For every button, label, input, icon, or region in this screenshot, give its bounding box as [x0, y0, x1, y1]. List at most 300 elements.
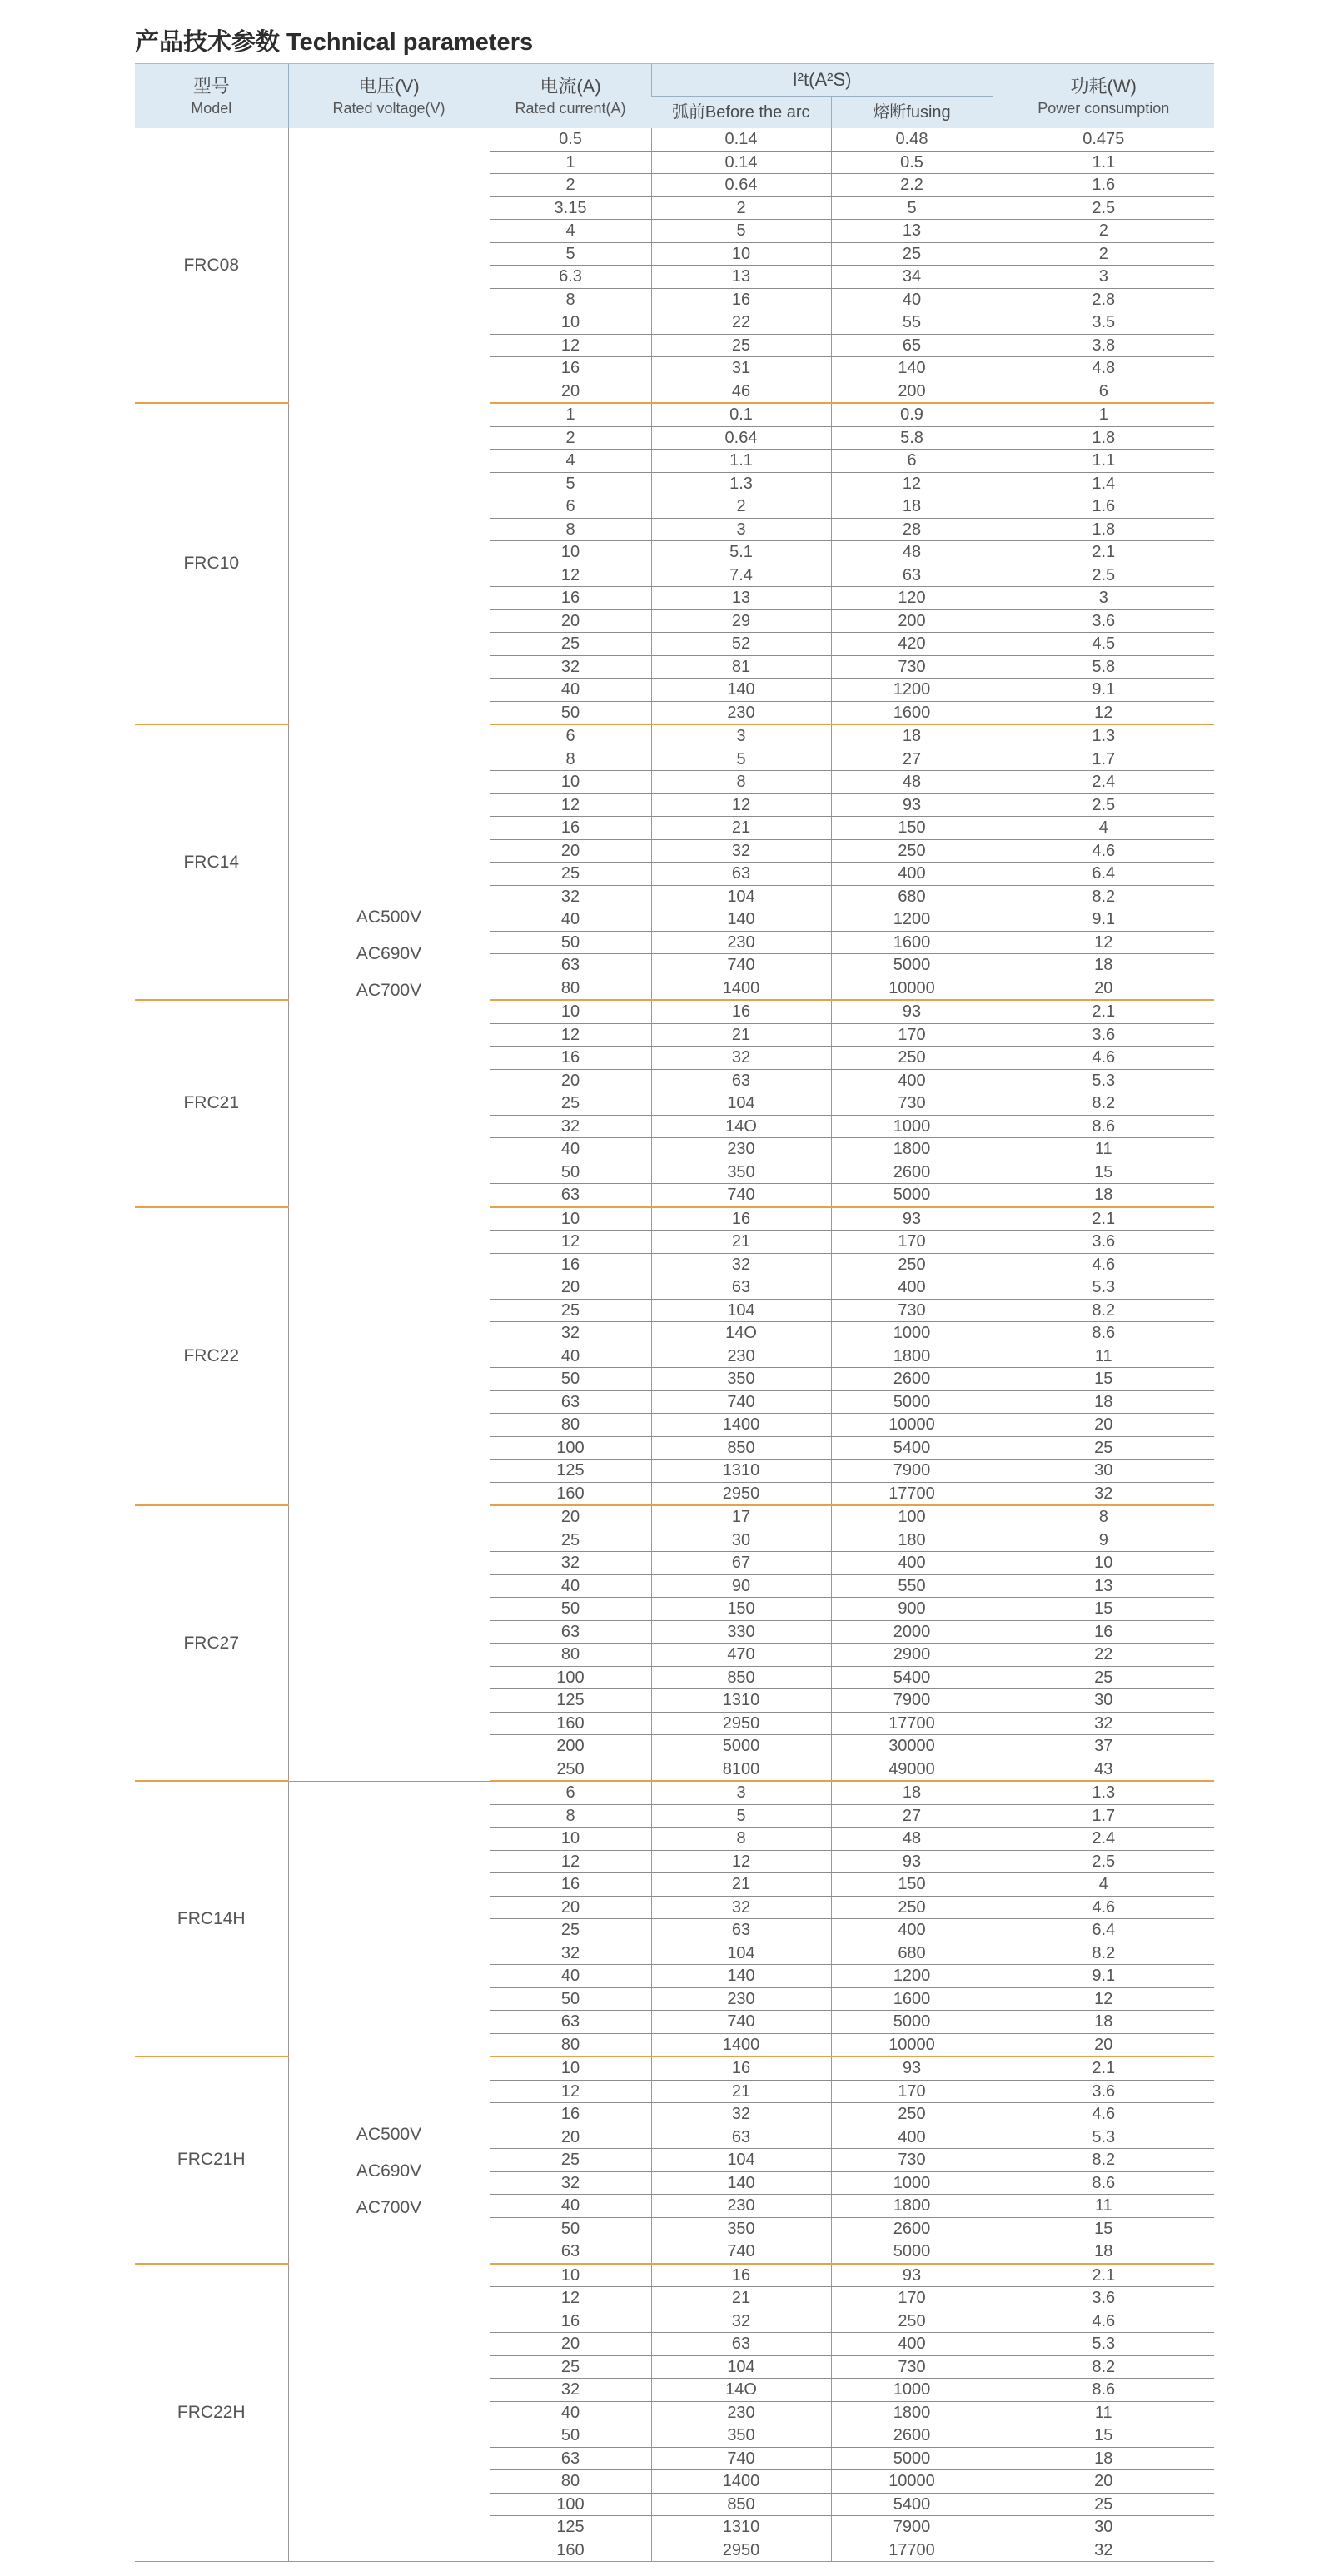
technical-parameters-table: [135, 63, 1214, 2562]
before-arc-cell: 25: [651, 334, 831, 357]
current-cell: 63: [490, 2447, 651, 2470]
power-cell: 5.3: [993, 1069, 1214, 1092]
fusing-cell: 250: [831, 1896, 993, 1919]
table-row: [135, 1781, 1214, 1804]
fusing-cell: 250: [831, 1047, 993, 1070]
current-cell: 12: [490, 793, 651, 817]
fusing-cell: 1800: [831, 1138, 993, 1161]
before-arc-cell: 5000: [651, 1735, 831, 1758]
before-arc-cell: 0.14: [651, 151, 831, 174]
power-cell: 4.6: [993, 1896, 1214, 1919]
fusing-cell: 0.48: [831, 128, 993, 151]
power-cell: 8.2: [993, 1942, 1214, 1965]
power-cell: 8.6: [993, 1322, 1214, 1345]
current-header-zh: 电流(A): [540, 75, 601, 97]
fusing-cell: 2600: [831, 2424, 993, 2448]
power-cell: 3.5: [993, 311, 1214, 335]
before-arc-cell: 63: [651, 1276, 831, 1300]
fusing-cell: 5000: [831, 1390, 993, 1414]
power-cell: 6: [993, 380, 1214, 403]
power-cell: 9.1: [993, 679, 1214, 702]
before-arc-cell: 63: [651, 2333, 831, 2356]
current-cell: 50: [490, 1161, 651, 1184]
fusing-cell: 48: [831, 541, 993, 564]
fusing-cell: 400: [831, 1552, 993, 1575]
before-arc-cell: 140: [651, 908, 831, 932]
before-arc-cell: 1400: [651, 977, 831, 1000]
power-cell: 12: [993, 931, 1214, 954]
before-arc-cell: 21: [651, 1873, 831, 1897]
fusing-cell: 2600: [831, 1368, 993, 1391]
before-arc-cell: 740: [651, 2447, 831, 2470]
before-arc-cell: 1310: [651, 1689, 831, 1713]
model-cell: FRC14: [135, 724, 288, 1000]
power-cell: 9: [993, 1529, 1214, 1552]
model-cell: FRC21: [135, 1000, 288, 1207]
power-cell: 1.4: [993, 472, 1214, 495]
current-cell: 25: [490, 863, 651, 886]
fusing-cell: 17700: [831, 2539, 993, 2562]
current-cell: 10: [490, 541, 651, 564]
current-cell: 32: [490, 1322, 651, 1345]
before-arc-cell: 63: [651, 1069, 831, 1092]
fusing-cell: 400: [831, 2333, 993, 2356]
current-cell: 12: [490, 2080, 651, 2103]
before-arc-cell: 3: [651, 1781, 831, 1804]
fusing-cell: 170: [831, 1023, 993, 1047]
fusing-cell: 18: [831, 724, 993, 748]
fusing-cell: 6: [831, 450, 993, 473]
fusing-cell: 5400: [831, 2493, 993, 2516]
power-cell: 2: [993, 220, 1214, 243]
before-arc-cell: 740: [651, 2240, 831, 2264]
current-cell: 6.3: [490, 266, 651, 289]
fusing-cell: 900: [831, 1598, 993, 1621]
current-cell: 160: [490, 1482, 651, 1505]
current-cell: 6: [490, 724, 651, 748]
before-arc-cell: 230: [651, 1987, 831, 2011]
current-cell: 16: [490, 357, 651, 380]
power-cell: 18: [993, 954, 1214, 977]
before-arc-cell: 230: [651, 1345, 831, 1368]
current-cell: 80: [490, 2033, 651, 2056]
before-arc-cell: 8: [651, 771, 831, 794]
before-arc-cell: 32: [651, 839, 831, 863]
power-header-zh: 功耗(W): [1070, 75, 1137, 97]
power-cell: 3: [993, 587, 1214, 610]
current-cell: 12: [490, 564, 651, 587]
current-cell: 10: [490, 311, 651, 335]
fusing-cell: 5000: [831, 2447, 993, 2470]
current-cell: 100: [490, 1436, 651, 1460]
current-cell: 8: [490, 288, 651, 311]
fusing-cell: 5400: [831, 1666, 993, 1689]
before-arc-cell: 230: [651, 1138, 831, 1161]
before-arc-cell: 63: [651, 2126, 831, 2149]
current-cell: 32: [490, 1115, 651, 1138]
power-cell: 0.475: [993, 128, 1214, 151]
before-arc-cell: 8100: [651, 1758, 831, 1781]
power-cell: 4.6: [993, 2103, 1214, 2126]
current-cell: 63: [490, 2011, 651, 2034]
power-cell: 1.8: [993, 518, 1214, 541]
before-arc-cell: 21: [651, 817, 831, 840]
fusing-cell: 0.9: [831, 403, 993, 426]
before-arc-cell: 63: [651, 1919, 831, 1942]
fusing-cell: 65: [831, 334, 993, 357]
fusing-cell: 1000: [831, 2379, 993, 2402]
fusing-cell: 200: [831, 380, 993, 403]
fusing-cell: 170: [831, 2287, 993, 2310]
before-arc-cell: 140: [651, 1965, 831, 1988]
fusing-cell: 730: [831, 1092, 993, 1116]
before-arc-cell: 14O: [651, 2379, 831, 2402]
before-arc-cell: 16: [651, 1000, 831, 1023]
before-arc-cell: 16: [651, 288, 831, 311]
fusing-cell: 28: [831, 518, 993, 541]
power-cell: 12: [993, 701, 1214, 724]
before-arc-cell: 12: [651, 793, 831, 817]
before-arc-cell: 350: [651, 1368, 831, 1391]
power-cell: 20: [993, 2033, 1214, 2056]
before-arc-cell: 740: [651, 1390, 831, 1414]
before-arc-cell: 230: [651, 701, 831, 724]
fusing-cell: 400: [831, 2126, 993, 2149]
power-cell: 30: [993, 2516, 1214, 2539]
current-cell: 25: [490, 2355, 651, 2379]
fusing-cell: 18: [831, 1781, 993, 1804]
fusing-cell: 1000: [831, 2171, 993, 2195]
power-cell: 9.1: [993, 1965, 1214, 1988]
power-cell: 20: [993, 977, 1214, 1000]
current-cell: 50: [490, 1368, 651, 1391]
before-arc-cell: 740: [651, 2011, 831, 2034]
current-cell: 25: [490, 633, 651, 656]
fusing-cell: 1200: [831, 908, 993, 932]
current-cell: 20: [490, 609, 651, 633]
current-cell: 50: [490, 701, 651, 724]
before-arc-cell: 16: [651, 2056, 831, 2080]
power-cell: 11: [993, 2195, 1214, 2218]
before-arc-cell: 2: [651, 196, 831, 220]
voltage-line: AC690V: [356, 944, 422, 964]
model-cell: FRC14H: [135, 1781, 288, 2056]
fusing-cell: 1800: [831, 1345, 993, 1368]
current-cell: 20: [490, 380, 651, 403]
power-cell: 5.3: [993, 1276, 1214, 1300]
before-arc-cell: 850: [651, 2493, 831, 2516]
power-cell: 2.5: [993, 564, 1214, 587]
power-cell: 1.1: [993, 450, 1214, 473]
current-cell: 8: [490, 1804, 651, 1828]
power-cell: 8.2: [993, 2355, 1214, 2379]
fusing-cell: 200: [831, 609, 993, 633]
before-arc-cell: 0.64: [651, 426, 831, 450]
power-cell: 15: [993, 2217, 1214, 2240]
before-arc-cell: 230: [651, 2195, 831, 2218]
power-cell: 32: [993, 2539, 1214, 2562]
current-cell: 16: [490, 1253, 651, 1276]
fusing-cell: 400: [831, 863, 993, 886]
current-cell: 40: [490, 1965, 651, 1988]
current-cell: 32: [490, 1552, 651, 1575]
before-arc-cell: 5.1: [651, 541, 831, 564]
before-arc-cell: 29: [651, 609, 831, 633]
before-arc-cell: 850: [651, 1436, 831, 1460]
before-arc-cell: 52: [651, 633, 831, 656]
fusing-cell: 34: [831, 266, 993, 289]
i2t-header: I²t(A²S): [651, 64, 993, 97]
before-arc-cell: 2950: [651, 1712, 831, 1735]
voltage-line: AC500V: [356, 908, 422, 927]
power-cell: 2.1: [993, 2264, 1214, 2287]
before-arc-cell: 5: [651, 1804, 831, 1828]
current-cell: 4: [490, 450, 651, 473]
before-arc-cell: 230: [651, 2401, 831, 2424]
fusing-cell: 250: [831, 839, 993, 863]
before-arc-cell: 17: [651, 1505, 831, 1529]
before-arc-cell: 1.1: [651, 450, 831, 473]
power-cell: 15: [993, 1368, 1214, 1391]
power-header: [993, 64, 1214, 129]
before-arc-cell: 740: [651, 1184, 831, 1207]
current-cell: 16: [490, 2310, 651, 2333]
power-cell: 8.2: [993, 885, 1214, 908]
model-cell: FRC22: [135, 1207, 288, 1506]
current-cell: 32: [490, 655, 651, 679]
power-cell: 37: [993, 1735, 1214, 1758]
fusing-cell: 730: [831, 1299, 993, 1322]
power-cell: 22: [993, 1644, 1214, 1667]
before-arc-cell: 140: [651, 2171, 831, 2195]
current-cell: 20: [490, 2126, 651, 2149]
fusing-cell: 5000: [831, 2240, 993, 2264]
before-arc-cell: 7.4: [651, 564, 831, 587]
current-cell: 10: [490, 1828, 651, 1851]
current-cell: 20: [490, 1069, 651, 1092]
fusing-cell: 5400: [831, 1436, 993, 1460]
before-arc-cell: 5: [651, 220, 831, 243]
before-arc-cell: 14O: [651, 1322, 831, 1345]
fusing-cell: 5000: [831, 954, 993, 977]
before-arc-cell: 14O: [651, 1115, 831, 1138]
before-arc-cell: 350: [651, 2217, 831, 2240]
current-cell: 160: [490, 2539, 651, 2562]
model-header: [135, 64, 288, 129]
fusing-cell: 17700: [831, 1482, 993, 1505]
voltage-line: AC690V: [356, 2161, 422, 2181]
fusing-cell: 17700: [831, 1712, 993, 1735]
current-cell: 63: [490, 1390, 651, 1414]
page-title: 产品技术参数 Technical parameters: [135, 29, 534, 56]
current-cell: 63: [490, 1184, 651, 1207]
power-cell: 10: [993, 1552, 1214, 1575]
current-cell: 5: [490, 472, 651, 495]
power-cell: 4.8: [993, 357, 1214, 380]
power-cell: 30: [993, 1689, 1214, 1713]
power-cell: 1.3: [993, 724, 1214, 748]
fusing-cell: 7900: [831, 1460, 993, 1483]
fusing-cell: 250: [831, 2310, 993, 2333]
fusing-cell: 5.8: [831, 426, 993, 450]
before-arc-cell: 16: [651, 1207, 831, 1231]
model-cell: FRC21H: [135, 2056, 288, 2264]
current-cell: 80: [490, 1644, 651, 1667]
fusing-cell: 250: [831, 1253, 993, 1276]
current-cell: 20: [490, 1505, 651, 1529]
fusing-cell: 140: [831, 357, 993, 380]
power-cell: 5.3: [993, 2126, 1214, 2149]
before-arc-cell: 740: [651, 954, 831, 977]
fusing-cell: 63: [831, 564, 993, 587]
fusing-cell: 48: [831, 771, 993, 794]
fusing-cell: 25: [831, 242, 993, 266]
before-arc-cell: 1400: [651, 2033, 831, 2056]
current-cell: 8: [490, 518, 651, 541]
fusing-cell: 10000: [831, 1414, 993, 1437]
power-cell: 3.6: [993, 609, 1214, 633]
power-cell: 2.1: [993, 1207, 1214, 1231]
before-arc-cell: 1.3: [651, 472, 831, 495]
before-arc-cell: 1310: [651, 1460, 831, 1483]
fusing-cell: 150: [831, 1873, 993, 1897]
fusing-cell: 680: [831, 1942, 993, 1965]
power-cell: 11: [993, 1345, 1214, 1368]
power-cell: 3.6: [993, 2080, 1214, 2103]
before-arc-cell: 22: [651, 311, 831, 335]
fusing-cell: 93: [831, 1207, 993, 1231]
before-arc-cell: 8: [651, 1828, 831, 1851]
current-cell: 50: [490, 2217, 651, 2240]
power-cell: 4.6: [993, 839, 1214, 863]
power-cell: 15: [993, 1598, 1214, 1621]
power-cell: 8.6: [993, 2379, 1214, 2402]
current-cell: 4: [490, 220, 651, 243]
power-cell: 2.1: [993, 541, 1214, 564]
current-cell: 63: [490, 2240, 651, 2264]
table-body: [135, 128, 1214, 2562]
before-arc-cell: 140: [651, 679, 831, 702]
model-header-en: Model: [191, 99, 232, 117]
current-cell: 50: [490, 1598, 651, 1621]
before-arc-cell: 32: [651, 1047, 831, 1070]
power-cell: 4: [993, 1873, 1214, 1897]
current-cell: 12: [490, 1023, 651, 1047]
current-cell: 40: [490, 1138, 651, 1161]
fusing-cell: 55: [831, 311, 993, 335]
power-cell: 2.5: [993, 1850, 1214, 1873]
current-cell: 32: [490, 2171, 651, 2195]
fusing-cell: 1800: [831, 2195, 993, 2218]
power-cell: 25: [993, 2493, 1214, 2516]
fusing-cell: 1200: [831, 1965, 993, 1988]
fusing-cell: 420: [831, 633, 993, 656]
current-cell: 20: [490, 839, 651, 863]
before-arc-cell: 330: [651, 1620, 831, 1644]
fusing-cell: 48: [831, 1828, 993, 1851]
before-arc-cell: 150: [651, 1598, 831, 1621]
power-cell: 1.6: [993, 495, 1214, 519]
before-arc-cell: 104: [651, 1299, 831, 1322]
fusing-cell: 5: [831, 196, 993, 220]
voltage-header-en: Rated voltage(V): [332, 99, 445, 117]
power-cell: 1.3: [993, 1781, 1214, 1804]
fusing-cell: 1600: [831, 931, 993, 954]
current-cell: 100: [490, 2493, 651, 2516]
fusing-cell: 2900: [831, 1644, 993, 1667]
fusing-cell: 120: [831, 587, 993, 610]
power-cell: 30: [993, 1460, 1214, 1483]
current-cell: 50: [490, 2424, 651, 2448]
power-cell: 12: [993, 1987, 1214, 2011]
before-arc-cell: 1400: [651, 1414, 831, 1437]
power-cell: 11: [993, 1138, 1214, 1161]
power-cell: 32: [993, 1482, 1214, 1505]
power-cell: 3.6: [993, 2287, 1214, 2310]
fusing-cell: 730: [831, 2149, 993, 2172]
power-cell: 20: [993, 1414, 1214, 1437]
current-header-en: Rated current(A): [515, 99, 626, 117]
current-cell: 40: [490, 2401, 651, 2424]
fusing-cell: 680: [831, 885, 993, 908]
current-cell: 40: [490, 679, 651, 702]
power-cell: 13: [993, 1574, 1214, 1598]
fusing-cell: 180: [831, 1529, 993, 1552]
fusing-cell: 27: [831, 1804, 993, 1828]
power-cell: 8.6: [993, 1115, 1214, 1138]
fusing-cell: 400: [831, 1919, 993, 1942]
current-cell: 20: [490, 1896, 651, 1919]
power-cell: 32: [993, 1712, 1214, 1735]
current-header: [490, 64, 651, 129]
current-cell: 25: [490, 1092, 651, 1116]
current-cell: 32: [490, 2379, 651, 2402]
fusing-cell: 730: [831, 655, 993, 679]
before-arc-cell: 32: [651, 1896, 831, 1919]
current-cell: 40: [490, 2195, 651, 2218]
before-arc-cell: 21: [651, 1023, 831, 1047]
voltage-line: AC700V: [356, 981, 422, 1001]
fusing-cell: 100: [831, 1505, 993, 1529]
fusing-cell: 93: [831, 793, 993, 817]
fusing-cell: 7900: [831, 1689, 993, 1713]
fusing-cell: 1600: [831, 701, 993, 724]
fusing-cell: 1600: [831, 1987, 993, 2011]
fusing-cell: 5000: [831, 2011, 993, 2034]
before-arc-cell: 3: [651, 518, 831, 541]
before-arc-cell: 350: [651, 2424, 831, 2448]
power-cell: 8.2: [993, 1299, 1214, 1322]
current-cell: 80: [490, 2470, 651, 2494]
fusing-cell: 0.5: [831, 151, 993, 174]
power-cell: 15: [993, 1161, 1214, 1184]
voltage-cell: [288, 1781, 490, 2562]
power-cell: 8.2: [993, 1092, 1214, 1116]
power-cell: 2.1: [993, 1000, 1214, 1023]
current-cell: 40: [490, 1345, 651, 1368]
fusing-cell: 400: [831, 1276, 993, 1300]
before-arc-cell: 0.1: [651, 403, 831, 426]
fusing-cell: 2600: [831, 1161, 993, 1184]
fusing-cell: 49000: [831, 1758, 993, 1781]
power-cell: 5.3: [993, 2333, 1214, 2356]
before-arc-cell: 104: [651, 1942, 831, 1965]
power-cell: 5.8: [993, 655, 1214, 679]
before-arc-cell: 0.64: [651, 174, 831, 197]
power-cell: 3: [993, 266, 1214, 289]
before-arc-cell: 21: [651, 1231, 831, 1254]
current-cell: 6: [490, 495, 651, 519]
